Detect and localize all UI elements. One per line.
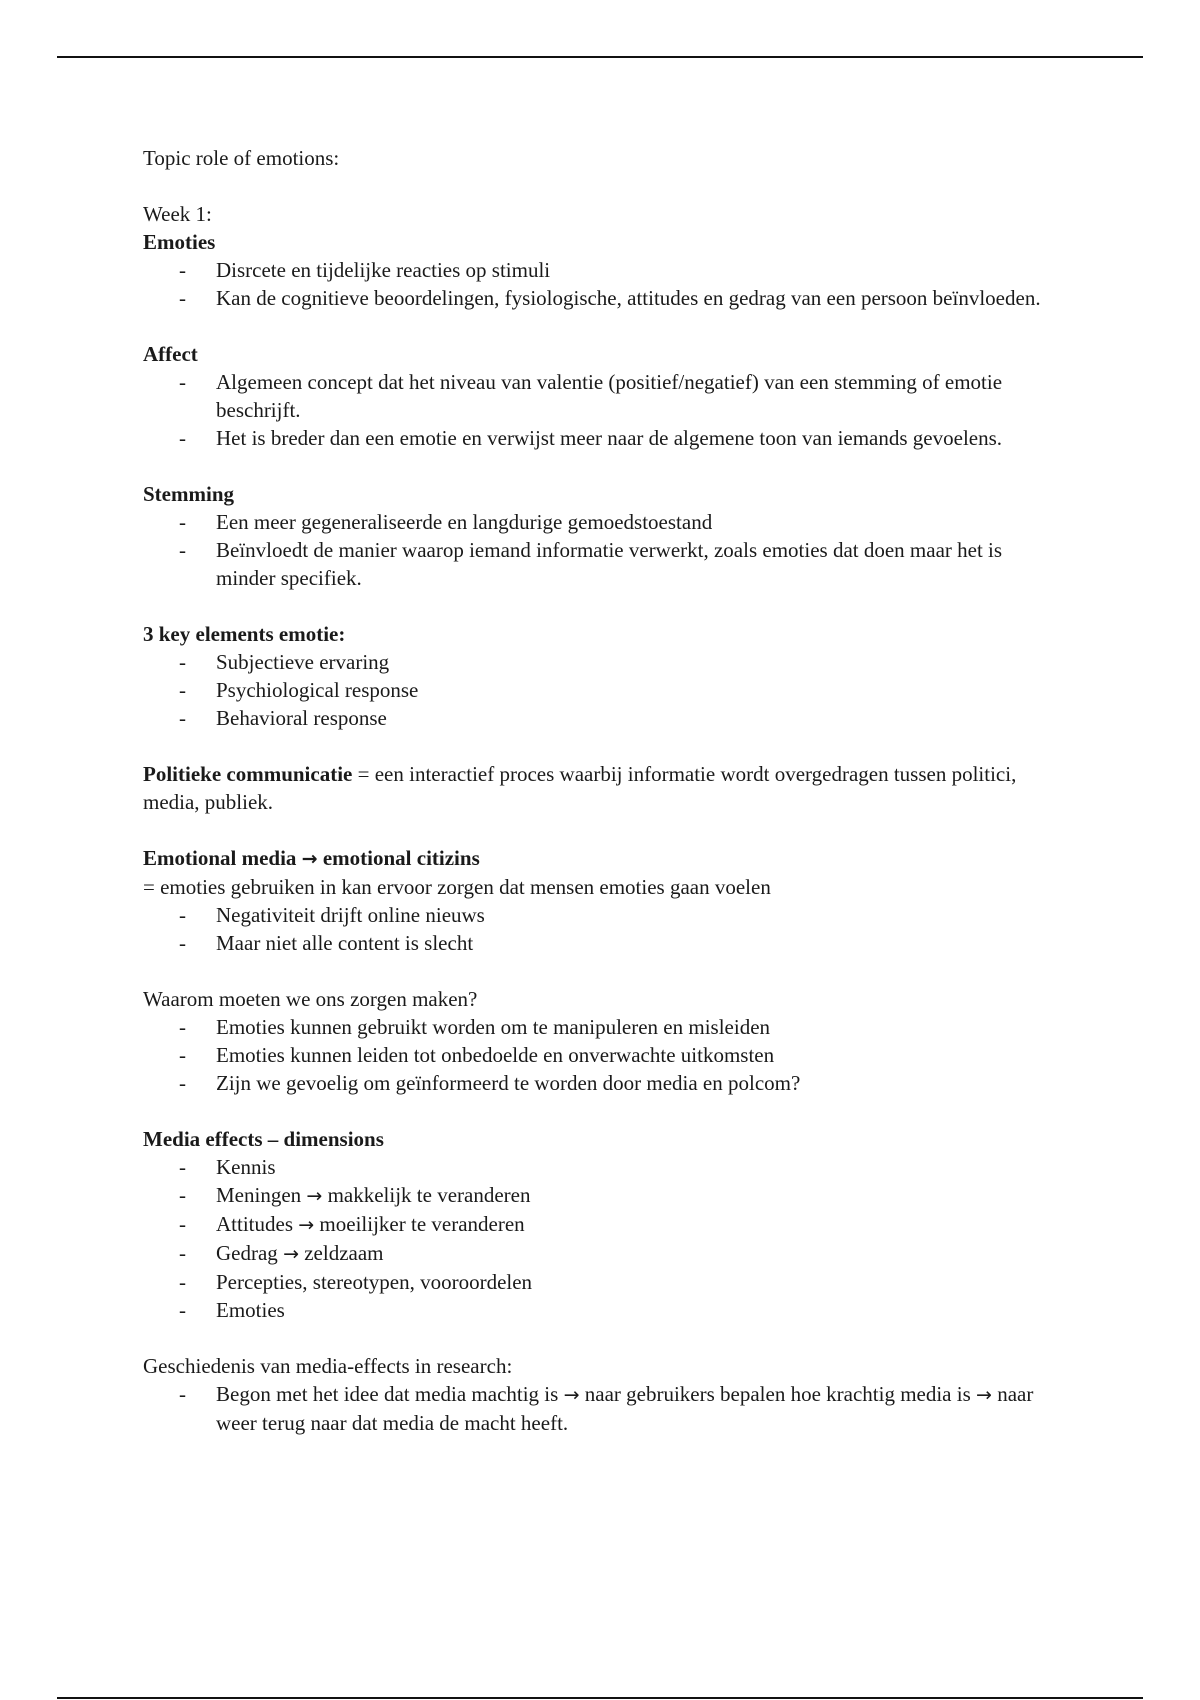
list-emotional-media xyxy=(143,901,1063,957)
arrow-right-icon: → xyxy=(306,1185,323,1207)
spacer xyxy=(143,452,1063,480)
list-item: - Emoties kunnen leiden tot onbedoelde en onverwachte uitkomsten xyxy=(143,1041,1063,1069)
list-item xyxy=(143,1210,1063,1239)
item-text: Begon met het idee dat media machtig is xyxy=(216,1382,564,1406)
list-affect xyxy=(143,368,1063,452)
week-line: Week 1: xyxy=(143,202,212,226)
list-item: - Behavioral response xyxy=(143,704,1063,732)
emotional-media-definition: = emoties gebruiken in kan ervoor zorgen dat mensen emoties gaan voelen xyxy=(143,875,771,899)
list-item: - Emoties kunnen gebruikt worden om te manipuleren en misleiden xyxy=(143,1013,1063,1041)
item-text: zeldzaam xyxy=(298,1241,384,1265)
spacer xyxy=(143,816,1063,844)
list-item: - Maar niet alle content is slecht xyxy=(143,929,1063,957)
list-item: - Psychiological response xyxy=(143,676,1063,704)
arrow-right-icon: → xyxy=(283,1243,299,1265)
list-stemming xyxy=(143,508,1063,592)
header-rule xyxy=(57,56,1143,58)
footer-rule xyxy=(57,1697,1143,1699)
heading-part: Emotional media xyxy=(143,846,302,870)
heading-waarom: Waarom moeten we ons zorgen maken? xyxy=(143,987,478,1011)
spacer xyxy=(143,1097,1063,1125)
item-text: Kennis xyxy=(216,1155,276,1179)
polcom-definition: = een interactief proces waarbij informatie wordt overgedragen tussen politici, media, publiek. xyxy=(143,762,1017,814)
item-text: naar weer terug naar dat media de macht heeft. xyxy=(216,1382,1034,1435)
heading-emoties: Emoties xyxy=(143,230,216,254)
heading-part: emotional citizins xyxy=(317,846,480,870)
spacer xyxy=(143,592,1063,620)
list-item: - Beïnvloedt de manier waarop iemand informatie verwerkt, zoals emoties dat doen maar het is minder specifiek. xyxy=(143,536,1063,592)
spacer xyxy=(143,172,1063,200)
heading-media-effects: Media effects – dimensions xyxy=(143,1127,384,1151)
heading-emotional-media xyxy=(143,844,1063,873)
list-item: - Het is breder dan een emotie en verwijst meer naar de algemene toon van iemands gevoelens. xyxy=(143,424,1063,452)
document-body xyxy=(143,144,1063,1437)
spacer xyxy=(143,732,1063,760)
list-item: - Subjectieve ervaring xyxy=(143,648,1063,676)
topic-line: Topic role of emotions: xyxy=(143,146,340,170)
heading-key-elements: 3 key elements emotie: xyxy=(143,622,346,646)
item-text: Gedrag xyxy=(216,1241,284,1265)
list-item xyxy=(143,1296,1063,1324)
list-item xyxy=(143,1153,1063,1181)
item-text: moeilijker te veranderen xyxy=(314,1212,525,1236)
arrow-right-icon: → xyxy=(298,1214,315,1236)
item-text: Emoties xyxy=(216,1298,285,1322)
list-item xyxy=(143,1268,1063,1296)
list-waarom xyxy=(143,1013,1063,1097)
list-emoties xyxy=(143,256,1063,312)
item-text: makkelijk te veranderen xyxy=(322,1183,531,1207)
list-media-effects xyxy=(143,1153,1063,1324)
arrow-right-icon: → xyxy=(976,1384,992,1406)
heading-stemming: Stemming xyxy=(143,482,234,506)
list-key-elements xyxy=(143,648,1063,732)
list-item: - Zijn we gevoelig om geïnformeerd te worden door media en polcom? xyxy=(143,1069,1063,1097)
arrow-right-icon: → xyxy=(301,848,318,870)
polcom-term: Politieke communicatie xyxy=(143,762,353,786)
spacer xyxy=(143,1324,1063,1352)
polcom-paragraph xyxy=(143,760,1063,816)
item-text: naar gebruikers bepalen hoe krachtig media is xyxy=(579,1382,977,1406)
heading-affect: Affect xyxy=(143,342,198,366)
item-text: Meningen xyxy=(216,1183,307,1207)
list-item: - Negativiteit drijft online nieuws xyxy=(143,901,1063,929)
list-geschiedenis xyxy=(143,1380,1063,1437)
item-text: Percepties, stereotypen, vooroordelen xyxy=(216,1270,533,1294)
list-item xyxy=(143,1181,1063,1210)
arrow-right-icon: → xyxy=(563,1384,580,1406)
list-item xyxy=(143,1380,1063,1437)
spacer xyxy=(143,957,1063,985)
heading-geschiedenis: Geschiedenis van media-effects in research: xyxy=(143,1354,513,1378)
list-item: - Algemeen concept dat het niveau van valentie (positief/negatief) van een stemming of emotie beschrijft. xyxy=(143,368,1063,424)
list-item: - Een meer gegeneraliseerde en langdurige gemoedstoestand xyxy=(143,508,1063,536)
item-text: Attitudes xyxy=(216,1212,299,1236)
list-item: - Kan de cognitieve beoordelingen, fysiologische, attitudes en gedrag van een persoon beïnvloeden. xyxy=(143,284,1063,312)
list-item: - Disrcete en tijdelijke reacties op stimuli xyxy=(143,256,1063,284)
list-item xyxy=(143,1239,1063,1268)
spacer xyxy=(143,312,1063,340)
